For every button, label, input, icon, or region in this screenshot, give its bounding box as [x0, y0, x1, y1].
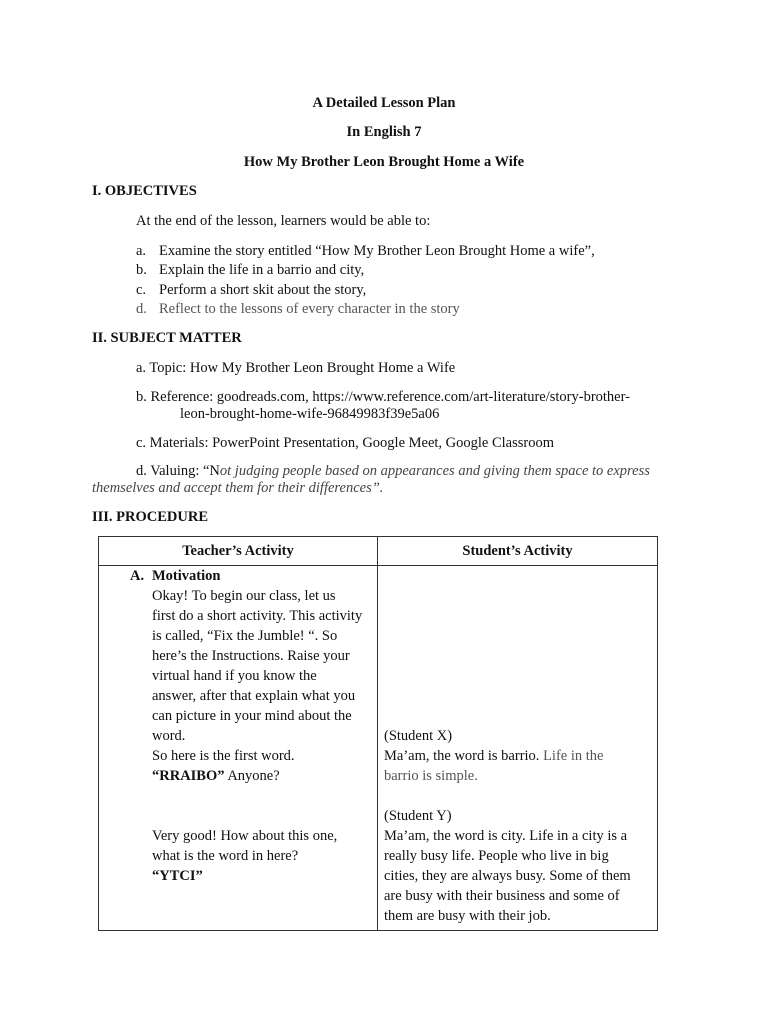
materials-line: c. Materials: PowerPoint Presentation, Google Meet, Google Classroom [136, 435, 555, 451]
teacher-line: here’s the Instructions. Raise your [152, 648, 350, 664]
valuing-line-continued [92, 479, 383, 497]
student-answer-explanation: barrio is simple. [384, 768, 478, 784]
teacher-activity-header: Teacher’s Activity [99, 537, 378, 566]
objective-item: Perform a short skit about the story, [159, 282, 367, 298]
objective-item: Examine the story entitled “How My Brother Leon Brought Home a wife”, [159, 243, 595, 259]
objective-marker: c. [136, 282, 147, 298]
teacher-line: is called, “Fix the Jumble! “. So [152, 628, 338, 644]
student-label: (Student X) [384, 728, 453, 744]
valuing-end-quote: ”. [371, 480, 384, 496]
topic-line: a. Topic: How My Brother Leon Brought Home a Wife [136, 360, 456, 376]
student-answer-line [384, 746, 603, 766]
teacher-line: Very good! How about this one, [152, 828, 338, 844]
teacher-line: answer, after that explain what you [152, 688, 356, 704]
jumbled-word: “YTCI” [152, 868, 203, 884]
objective-marker: d. [136, 301, 147, 317]
doc-subtitle-story: How My Brother Leon Brought Home a Wife [243, 154, 525, 170]
valuing-line [136, 462, 650, 480]
section-marker: A. [130, 568, 145, 584]
objective-marker: b. [136, 262, 147, 278]
valuing-label: d. Valuing: “N [136, 463, 220, 479]
teacher-line: can picture in your mind about the [152, 708, 352, 724]
teacher-line: what is the word in here? [152, 848, 299, 864]
teacher-line: first do a short activity. This activity [152, 608, 363, 624]
doc-subtitle-subject: In English 7 [346, 124, 422, 140]
student-answer-line: Ma’am, the word is city. Life in a city is a [384, 828, 628, 844]
teacher-line: Okay! To begin our class, let us [152, 588, 336, 604]
doc-title: A Detailed Lesson Plan [312, 95, 456, 111]
objective-item: Reflect to the lessons of every character in the story [159, 301, 460, 317]
teacher-line: virtual hand if you know the [152, 668, 317, 684]
student-answer-line: them are busy with their job. [384, 908, 551, 924]
reference-line: b. Reference: goodreads.com, https://www.reference.com/art-literature/story-brother- [136, 389, 630, 405]
procedure-heading: III. PROCEDURE [92, 509, 209, 525]
reference-line-continued: leon-brought-home-wife-96849983f39e5a06 [180, 406, 440, 422]
objectives-intro: At the end of the lesson, learners would be able to: [136, 213, 431, 229]
student-activity-header: Student’s Activity [378, 537, 658, 566]
jumbled-word-prompt: Anyone? [224, 768, 280, 784]
teacher-activity-cell [99, 566, 378, 931]
student-activity-cell [378, 566, 658, 931]
objectives-heading: I. OBJECTIVES [92, 183, 197, 199]
objective-item: Explain the life in a barrio and city, [159, 262, 365, 278]
student-answer: Ma’am, the word is barrio. [384, 748, 540, 764]
valuing-text: ot judging people based on appearances and giving them space to express [219, 463, 650, 479]
teacher-line: So here is the first word. [152, 748, 295, 764]
student-answer-line: are busy with their business and some of [384, 888, 620, 904]
student-answer-line: really busy life. People who live in big [384, 848, 609, 864]
section-title: Motivation [152, 568, 221, 584]
student-answer-line: cities, they are always busy. Some of them [384, 868, 631, 884]
student-answer-explanation: Life in the [539, 748, 604, 764]
objective-marker: a. [136, 243, 147, 259]
teacher-line: word. [152, 728, 186, 744]
procedure-table [98, 536, 658, 931]
subject-matter-heading: II. SUBJECT MATTER [92, 330, 242, 346]
jumbled-word-line [152, 766, 280, 786]
jumbled-word: “RRAIBO” [152, 768, 225, 784]
student-label: (Student Y) [384, 808, 452, 824]
valuing-text-continued: themselves and accept them for their differences [92, 480, 372, 496]
